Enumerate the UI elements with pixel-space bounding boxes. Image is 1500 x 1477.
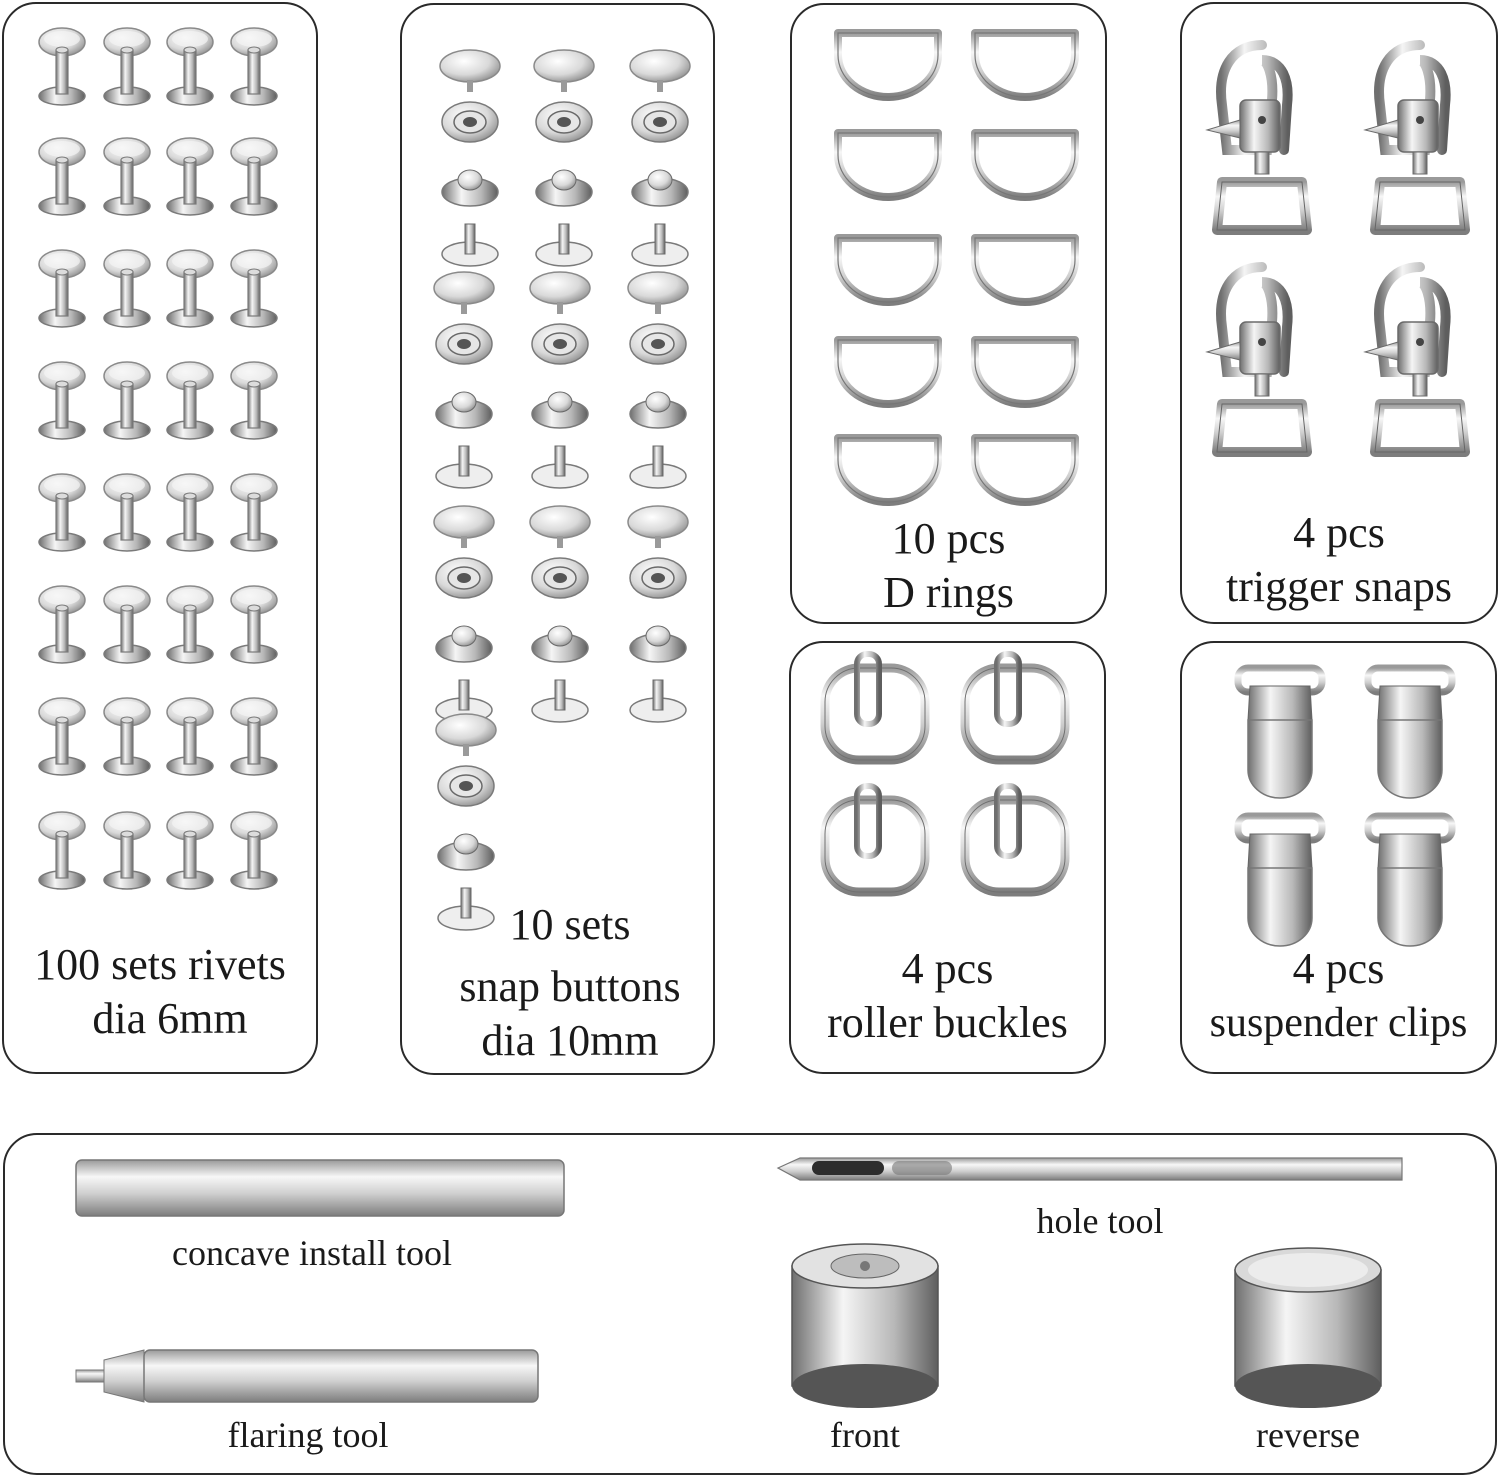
trigger-snaps-caption-line2: trigger snaps [1225, 562, 1453, 611]
trigger-snaps-grid [1207, 45, 1465, 452]
reverse-label: reverse [1256, 1415, 1360, 1455]
hole-tool-image [778, 1158, 1402, 1180]
suspender-clips-caption-line2: suspender clips [1209, 1000, 1468, 1046]
trigger-snaps-caption-line1: 4 pcs [1293, 508, 1385, 557]
roller-buckles-caption-line1: 4 pcs [901, 944, 994, 993]
d-rings-caption [790, 512, 1107, 620]
roller-buckles-grid [825, 654, 1065, 892]
snaps-caption-line2: snap buttons [459, 962, 681, 1011]
rivets-grid [39, 28, 277, 889]
d-rings-grid [838, 33, 1075, 502]
concave-install-tool-image [76, 1160, 564, 1216]
roller-buckles-caption [789, 942, 1106, 1050]
snap-buttons-grid [434, 50, 690, 930]
rivets-caption-line2: dia 6mm [92, 994, 248, 1043]
reverse-die-image [1235, 1248, 1381, 1408]
flaring-tool-image [76, 1350, 538, 1402]
hole-tool-label: hole tool [1036, 1201, 1164, 1241]
snaps-caption-line3: dia 10mm [481, 1016, 659, 1065]
concave-install-tool-label: concave install tool [172, 1233, 452, 1273]
d-rings-caption-line2: D rings [883, 568, 1014, 617]
roller-buckles-caption-line2: roller buckles [827, 998, 1068, 1047]
suspender-clips-caption-line1: 4 pcs [1292, 944, 1385, 993]
flaring-tool-label: flaring tool [227, 1415, 389, 1455]
suspender-clips-grid [1238, 668, 1452, 946]
trigger-snaps-caption [1180, 506, 1498, 614]
front-label: front [830, 1415, 900, 1455]
suspender-clips-caption [1180, 942, 1497, 1050]
rivets-caption-line1: 100 sets rivets [34, 940, 286, 989]
rivets-caption [2, 938, 318, 1046]
snaps-caption [400, 898, 740, 1068]
front-die-image [792, 1244, 938, 1408]
snaps-caption-line1: 10 sets [509, 900, 631, 949]
d-rings-caption-line1: 10 pcs [891, 514, 1006, 563]
